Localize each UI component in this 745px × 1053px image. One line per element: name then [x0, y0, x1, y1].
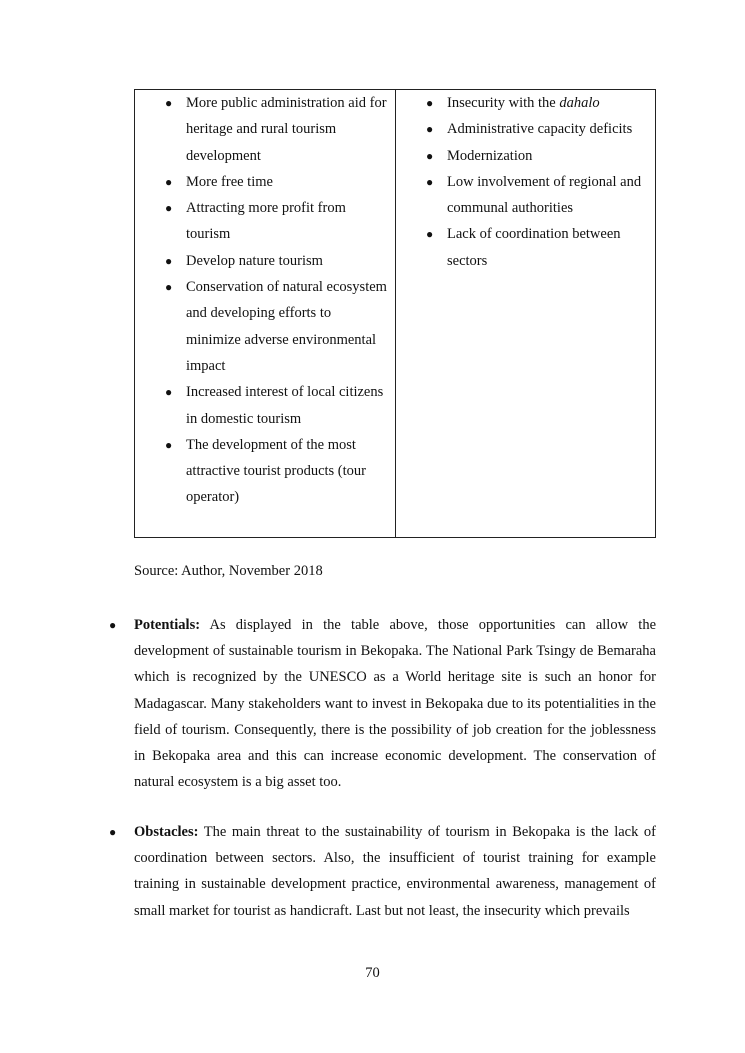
list-item: ● More public administration aid for heritage and rural tourism development [135, 90, 395, 169]
bullet-icon: ● [426, 96, 434, 110]
list-item: ● The development of the most attractive tourist products (tour operator) [135, 432, 395, 511]
list-item: ● Develop nature tourism [135, 248, 395, 274]
bullet-icon: ● [165, 280, 173, 295]
list-item: ● Attracting more profit from tourism [135, 195, 395, 248]
bullet-icon: ● [426, 174, 434, 189]
table-source-caption: Source: Author, November 2018 [134, 563, 323, 579]
potentials-text: As displayed in the table above, those opportunities can allow the development of sustainable tourism in Bekopaka. The National Park Tsingy de Bemaraha which is recognized by the UNESCO as a World heritage site is such an honor for Madagascar. Many stakeholders want to invest in Bekopaka due to its potentialities in the field of tourism. Consequently, there is the possibility of job creation for the joblessness in Bekopaka area and this can increase economic development. The conservation of natural ecosystem is a big asset too. [134, 617, 656, 791]
obstacles-text: The main threat to the sustainability of tourism in Bekopaka is the lack of coordination between sectors. Also, the insufficient of tourist training for example training in sustainable development practice, environmental awareness, management of small market for tourist as handicraft. Last but not least, the insecurity which prevails [134, 824, 656, 919]
list-item: ● Insecurity with the dahalo [396, 90, 655, 116]
bullet-icon: ● [426, 122, 434, 137]
bullet-icon: ● [165, 174, 173, 189]
list-item: ● Increased interest of local citizens in domestic tourism [135, 379, 395, 432]
opportunities-list [135, 90, 395, 511]
bullet-icon: ● [426, 148, 434, 163]
bullet-icon: ● [426, 227, 434, 242]
list-item: ● Modernization [396, 143, 655, 169]
bullet-icon: ● [165, 437, 173, 452]
bullet-icon: ● [165, 253, 173, 268]
list-item: ● Low involvement of regional and communal authorities [396, 169, 655, 222]
list-item: ● Conservation of natural ecosystem and developing efforts to minimize adverse environmental impact [135, 274, 395, 379]
bullet-icon: ● [165, 96, 173, 110]
potentials-heading: Potentials: [134, 617, 201, 633]
threats-column [396, 90, 655, 537]
opportunities-column [135, 90, 396, 537]
obstacles-paragraph [109, 819, 656, 924]
bullet-icon: ● [109, 618, 117, 632]
threats-list [396, 90, 655, 274]
obstacles-heading: Obstacles: [134, 824, 199, 840]
list-item: ● Lack of coordination between sectors [396, 221, 655, 274]
page-number: 70 [365, 965, 380, 981]
bullet-icon: ● [165, 201, 173, 216]
list-item: ● Administrative capacity deficits [396, 116, 655, 142]
bullet-icon: ● [165, 385, 173, 400]
bullet-icon: ● [109, 825, 117, 839]
opportunities-threats-table [134, 89, 656, 538]
potentials-paragraph [109, 612, 656, 795]
list-item: ● More free time [135, 169, 395, 195]
